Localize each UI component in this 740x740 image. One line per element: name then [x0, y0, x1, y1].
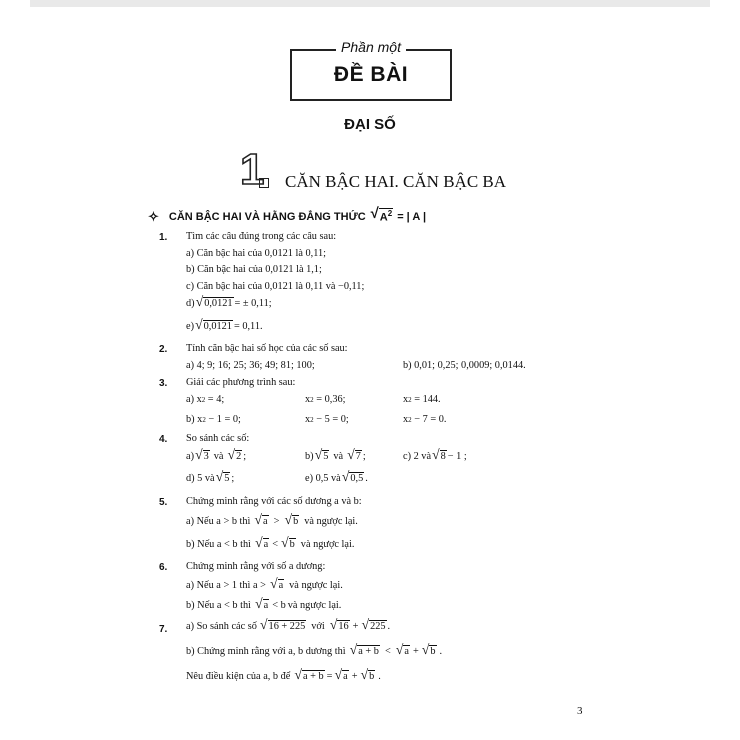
exercise-3-number: 3.: [159, 378, 168, 389]
sqrt-icon: √: [255, 536, 263, 551]
exercise-5-stem: Chứng minh rằng với các số dương a và b:: [186, 496, 362, 507]
sqrt-icon: √: [195, 318, 203, 333]
sqrt-icon: √: [349, 643, 358, 658]
exercise-3-b: x 2 = 0,36;: [305, 394, 346, 405]
part-title: ĐỀ BÀI: [333, 63, 409, 86]
exercise-2-a: a) 4; 9; 16; 25; 36; 49; 81; 100;: [186, 360, 315, 371]
exercise-7-number: 7.: [159, 624, 168, 635]
sqrt-icon: √: [259, 618, 268, 633]
sqrt-icon: √: [395, 643, 404, 658]
exercise-1-e: e) √ 0,0121 = 0,11.: [186, 318, 263, 333]
sqrt-icon: √: [370, 206, 379, 222]
part-label: Phần một: [336, 39, 406, 55]
exercise-7-b: b) Chứng minh rằng với a, b dương thì √ a + b < √ a + √ b .: [186, 643, 443, 658]
sqrt-icon: √: [195, 295, 204, 310]
top-edge-bar: [30, 0, 710, 7]
sqrt-icon: √: [341, 470, 350, 485]
section-title: CĂN BẬC HAI VÀ HẰNG ĐẲNG THỨC: [168, 210, 366, 223]
exercise-2-number: 2.: [159, 344, 168, 355]
part-header-box: [290, 39, 452, 101]
chapter-square-icon: [259, 178, 269, 188]
sqrt-icon: √: [294, 668, 302, 683]
exercise-6-stem: Chứng minh rằng với số a dương:: [186, 561, 326, 572]
exercise-7-a: a) So sánh các số √ 16 + 225 với √ 16 + √ 225 .: [186, 618, 391, 633]
exercise-4-b: b) √ 5 và √ 7 ;: [305, 448, 366, 463]
sqrt-icon: √: [314, 448, 323, 463]
exercise-4-d: d) 5 và √ 5 ;: [186, 470, 235, 485]
exercise-1-number: 1.: [159, 232, 168, 243]
diamond-bullet-icon: ✧: [148, 208, 159, 224]
exercise-2-stem: Tính căn bậc hai số học của các số sau:: [186, 343, 348, 354]
exercise-3-stem: Giải các phương trình sau:: [186, 377, 296, 388]
exercise-1-c: c) Căn bậc hai của 0,0121 là 0,11 và −0,11;: [186, 281, 365, 292]
exercise-4-c: c) 2 và √ 8 − 1 ;: [403, 448, 467, 463]
chapter-title: CĂN BẬC HAI. CĂN BẬC BA: [285, 172, 507, 191]
exercise-4-stem: So sánh các số:: [186, 433, 250, 444]
exercise-3-f: x 2 − 7 = 0.: [403, 414, 447, 425]
exercise-3-d: b) x 2 − 1 = 0;: [186, 414, 241, 425]
chapter-number: 1: [240, 145, 265, 194]
exercise-4-number: 4.: [159, 434, 168, 445]
exercise-3-e: x 2 − 5 = 0;: [305, 414, 349, 425]
sqrt-icon: √: [255, 597, 263, 612]
exercise-6-b: b) Nếu a < b thì √ a < b và ngược lại.: [186, 597, 342, 612]
section-heading: [148, 208, 426, 225]
sqrt-icon: √: [195, 448, 203, 463]
sqrt-icon: √: [254, 513, 263, 528]
sqrt-icon: √: [360, 668, 369, 683]
exercise-5-number: 5.: [159, 497, 168, 508]
page-number: 3: [577, 705, 583, 717]
exercise-6-number: 6.: [159, 562, 168, 573]
sqrt-icon: √: [269, 577, 278, 592]
exercise-5-a: a) Nếu a > b thì √ a > √ b và ngược lại.: [186, 513, 358, 528]
exercise-1-a: a) Căn bậc hai của 0,0121 là 0,11;: [186, 248, 327, 259]
exercise-5-b: b) Nếu a < b thì √ a < √ b và ngược lại.: [186, 536, 355, 551]
sqrt-icon: √: [284, 513, 293, 528]
exercise-1-b: b) Căn bậc hai của 0,0121 là 1,1;: [186, 264, 322, 275]
sqrt-icon: √: [227, 448, 236, 463]
section-formula: √ $A^2$ = | A |: [370, 206, 427, 224]
sqrt-icon: √: [215, 470, 224, 485]
sqrt-icon: √: [347, 448, 355, 463]
exercise-3-c: x 2 = 144.: [403, 394, 441, 405]
sqrt-icon: √: [421, 643, 430, 658]
exercise-1-stem: Tìm các câu đúng trong các câu sau:: [186, 231, 337, 242]
sqrt-icon: √: [281, 536, 289, 551]
exercise-7-c: Nêu điều kiện của a, b để √ a + b = √ a + √ b .: [186, 668, 381, 683]
exercise-4-e: e) 0,5 và √ 0,5 .: [305, 470, 368, 485]
exercise-2-b: b) 0,01; 0,25; 0,0009; 0,0144.: [403, 360, 526, 371]
subject-title: ĐẠI SỐ: [344, 116, 396, 133]
exercise-1-d: d) √ 0,0121 = ± 0,11;: [186, 295, 272, 310]
exercise-4-a: a) √ 3 và √ 2 ;: [186, 448, 247, 463]
sqrt-icon: √: [334, 668, 343, 683]
exercise-3-a: a) x 2 = 4;: [186, 394, 225, 405]
sqrt-icon: √: [361, 618, 370, 633]
sqrt-icon: √: [329, 618, 338, 633]
exercise-6-a: a) Nếu a > 1 thì a > √ a và ngược lại.: [186, 577, 343, 592]
sqrt-icon: √: [432, 448, 440, 463]
